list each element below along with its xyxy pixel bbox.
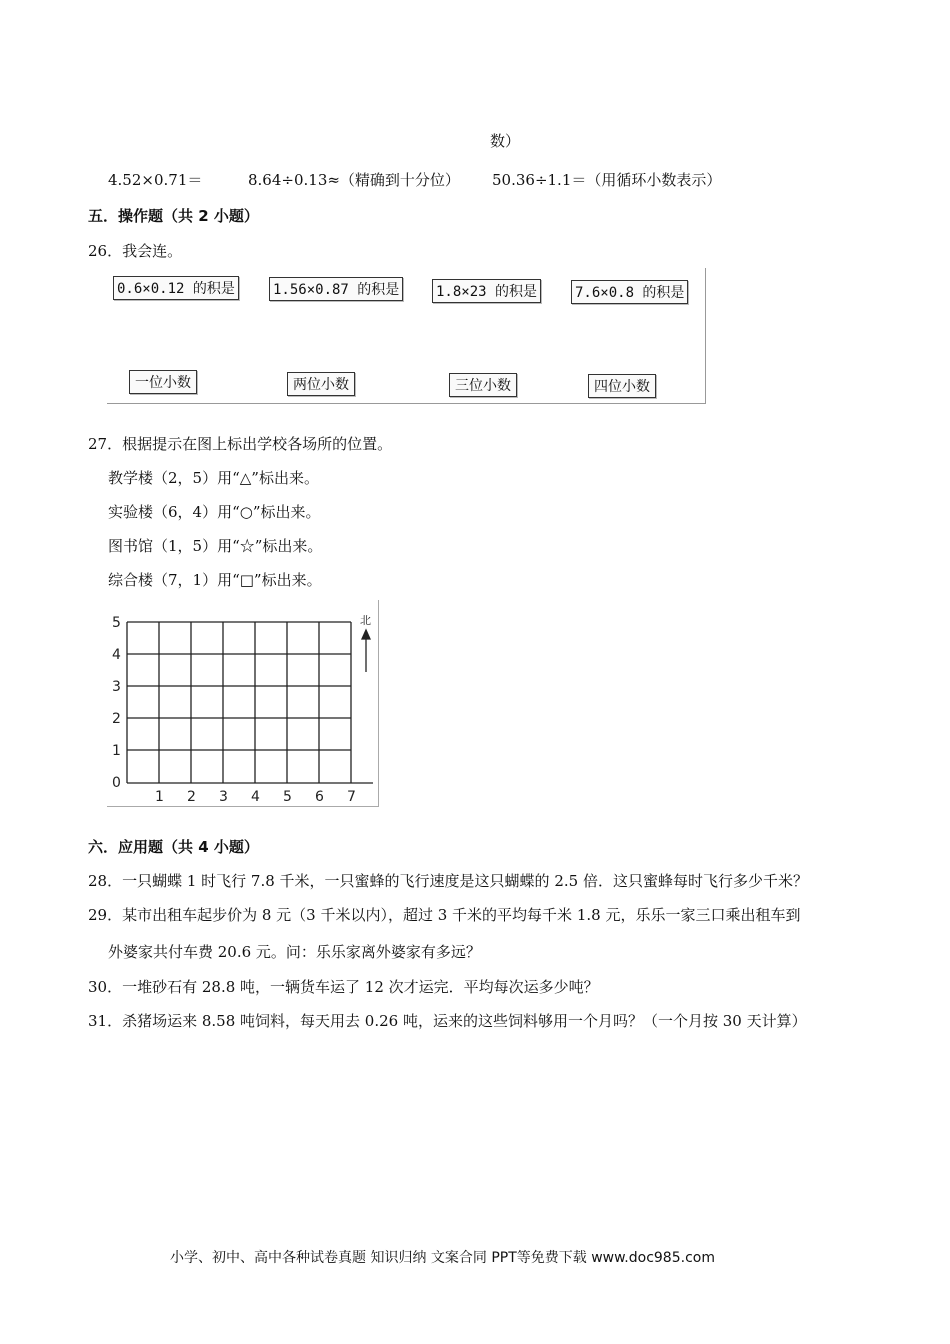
question-27: 27．根据提示在图上标出学校各场所的位置。 bbox=[88, 435, 393, 453]
matching-figure bbox=[107, 268, 706, 404]
y-label-0: 0 bbox=[112, 775, 121, 791]
place-box-4: 四位小数 bbox=[588, 374, 656, 398]
product-box-2: 1.56×0.87 的积是 bbox=[269, 277, 403, 301]
section-6-title: 六．应用题（共 4 小题） bbox=[88, 838, 259, 856]
question-31: 31．杀猪场运来 8.58 吨饲料，每天用去 0.26 吨，运来的这些饲料够用一个月吗？（一个月按 30 天计算） bbox=[88, 1012, 807, 1030]
question-30: 30．一堆砂石有 28.8 吨，一辆货车运了 12 次才运完．平均每次运多少吨？ bbox=[88, 978, 599, 996]
section-5-title: 五．操作题（共 2 小题） bbox=[88, 207, 259, 225]
x-label-1: 1 bbox=[155, 789, 164, 805]
hint-1: 教学楼（2，5）用“△”标出来。 bbox=[108, 469, 319, 487]
calc-item-3: 50.36÷1.1＝（用循环小数表示） bbox=[492, 171, 722, 189]
x-label-6: 6 bbox=[315, 789, 324, 805]
calc-item-2: 8.64÷0.13≈（精确到十分位） bbox=[248, 171, 460, 189]
y-label-5: 5 bbox=[112, 615, 121, 631]
x-label-5: 5 bbox=[283, 789, 292, 805]
question-28: 28．一只蝴蝶 1 时飞行 7.8 千米，一只蜜蜂的飞行速度是这只蝴蝶的 2.5 倍．这只蜜蜂每时飞行多少千米？ bbox=[88, 872, 808, 890]
north-label: 北 bbox=[360, 614, 371, 627]
place-box-3: 三位小数 bbox=[449, 373, 517, 397]
page-footer: 小学、初中、高中各种试卷真题 知识归纳 文案合同 PPT等免费下载 www.doc985.com bbox=[170, 1250, 715, 1266]
question-29-line-1: 29．某市出租车起步价为 8 元（3 千米以内），超过 3 千米的平均每千米 1.8 元，乐乐一家三口乘出租车到 bbox=[88, 906, 801, 924]
y-label-1: 1 bbox=[112, 743, 121, 759]
x-label-2: 2 bbox=[187, 789, 196, 805]
hint-3: 图书馆（1，5）用“☆”标出来。 bbox=[108, 537, 323, 555]
x-label-7: 7 bbox=[347, 789, 356, 805]
wrapped-text-tail: 数） bbox=[490, 132, 521, 150]
hint-2: 实验楼（6，4）用“○”标出来。 bbox=[108, 503, 321, 521]
y-label-4: 4 bbox=[112, 647, 121, 663]
y-label-3: 3 bbox=[112, 679, 121, 695]
place-box-2: 两位小数 bbox=[287, 372, 355, 396]
y-label-2: 2 bbox=[112, 711, 121, 727]
question-26: 26．我会连。 bbox=[88, 242, 183, 260]
coordinate-grid bbox=[107, 600, 379, 807]
place-box-1: 一位小数 bbox=[129, 370, 197, 394]
x-label-3: 3 bbox=[219, 789, 228, 805]
product-box-3: 1.8×23 的积是 bbox=[432, 279, 541, 303]
x-label-4: 4 bbox=[251, 789, 260, 805]
hint-4: 综合楼（7，1）用“□”标出来。 bbox=[108, 571, 322, 589]
calc-item-1: 4.52×0.71＝ bbox=[108, 171, 203, 189]
question-29-line-2: 外婆家共付车费 20.6 元。问：乐乐家离外婆家有多远？ bbox=[108, 943, 481, 961]
product-box-1: 0.6×0.12 的积是 bbox=[113, 276, 239, 300]
north-arrow-icon bbox=[362, 630, 370, 672]
product-box-4: 7.6×0.8 的积是 bbox=[571, 280, 688, 304]
